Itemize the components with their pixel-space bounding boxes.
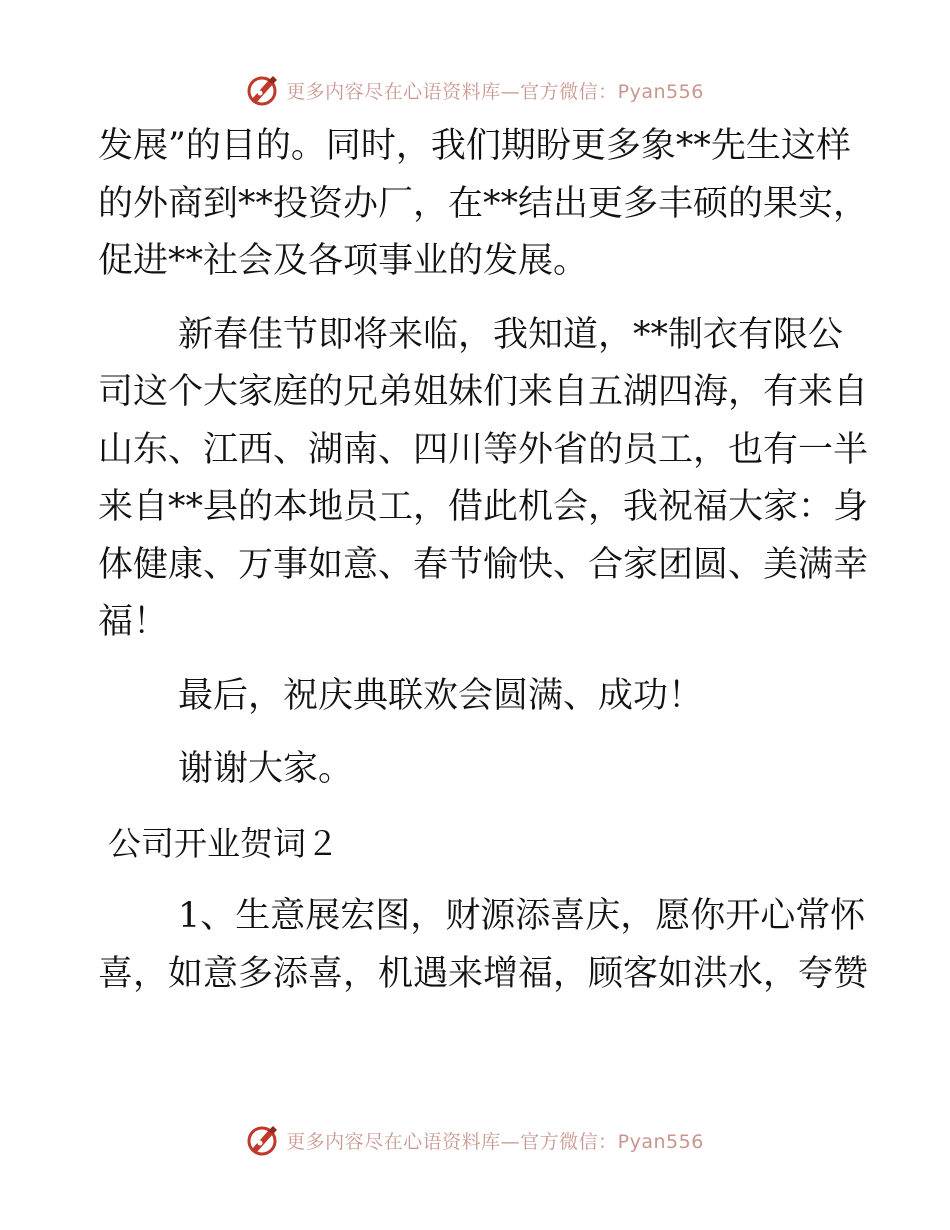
section-heading: 公司开业贺词２ bbox=[108, 823, 339, 863]
text-line: 促进**社会及各项事业的发展。 bbox=[98, 241, 589, 281]
text-line: 发展”的目的。同时，我们期盼更多象**先生这样 bbox=[98, 126, 851, 166]
text-line: 司这个大家庭的兄弟姐妹们来自五湖四海，有来自 bbox=[98, 372, 869, 412]
banner-wechat-id: Pyan556 bbox=[617, 1130, 704, 1153]
text-line: 1、生意展宏图，财源添喜庆，愿你开心常怀 bbox=[178, 896, 866, 936]
banner-text-cn: 更多内容尽在心语资料库—官方微信： bbox=[286, 80, 618, 103]
banner-text-cn: 更多内容尽在心语资料库—官方微信： bbox=[286, 1130, 618, 1153]
text-line: 新春佳节即将来临，我知道，**制衣有限公 bbox=[178, 314, 844, 355]
text-line: 山东、江西、湖南、四川等外省的员工，也有一半 bbox=[98, 429, 869, 470]
text-line: 来自**县的本地员工，借此机会，我祝福大家：身 bbox=[98, 487, 869, 527]
banner-text bbox=[286, 1127, 704, 1154]
text-line: 福！ bbox=[98, 602, 169, 642]
text-line: 体健康、万事如意、春节愉快、合家团圆、美满幸 bbox=[98, 544, 869, 585]
banner-wechat-id: Pyan556 bbox=[617, 80, 704, 103]
footer-banner bbox=[0, 1120, 950, 1160]
header-banner bbox=[0, 70, 950, 110]
text-line: 喜，如意多添喜，机遇来增福，顾客如洪水，夸赞 bbox=[98, 953, 869, 994]
pen-logo-icon bbox=[246, 73, 280, 107]
banner-text bbox=[286, 77, 704, 104]
text-line: 最后，祝庆典联欢会圆满、成功！ bbox=[178, 675, 704, 716]
text-line: 谢谢大家。 bbox=[178, 749, 354, 789]
pen-logo-icon bbox=[246, 1123, 280, 1157]
text-line: 的外商到**投资办厂，在**结出更多丰硕的果实， bbox=[98, 183, 869, 224]
document-body bbox=[98, 118, 869, 1003]
